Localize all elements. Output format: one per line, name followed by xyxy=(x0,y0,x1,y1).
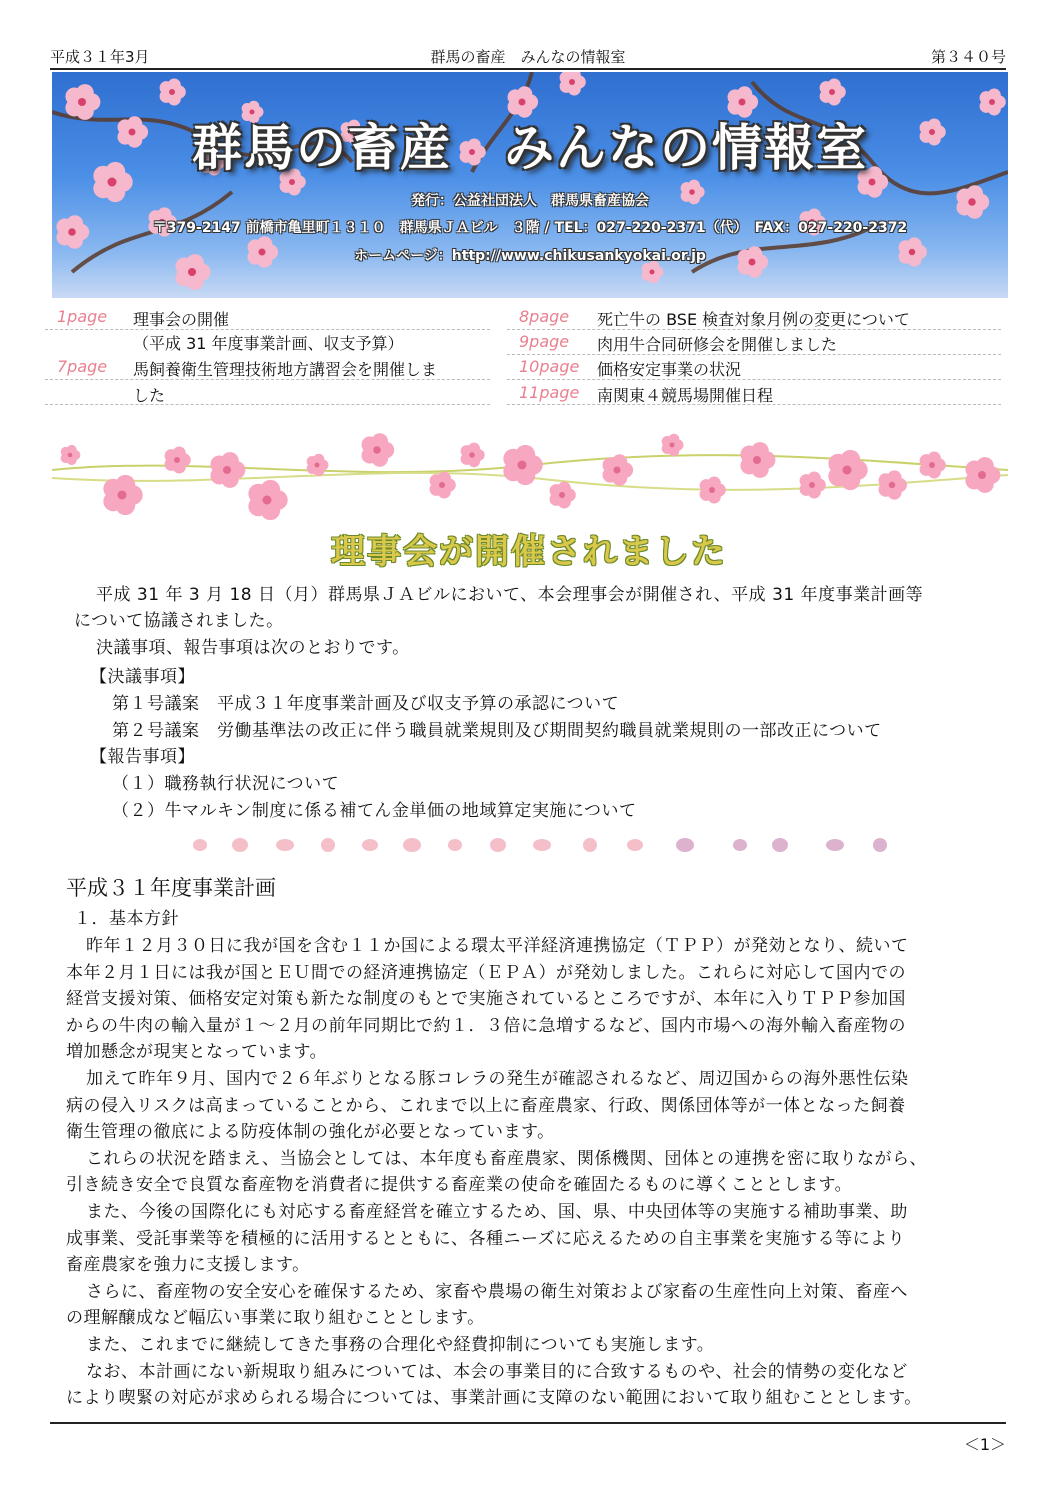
table-of-contents xyxy=(45,303,1005,405)
header-date: 平成３１年3月 xyxy=(50,48,150,66)
article-line: について協議されました。 xyxy=(74,611,284,631)
toc-divider xyxy=(507,329,1001,330)
plan-line: 増加懸念が現実となっています。 xyxy=(66,1042,328,1063)
footer-divider xyxy=(50,1422,1006,1424)
toc-title-7a: 馬飼養衛生管理技術地方講習会を開催しま xyxy=(133,360,438,379)
toc-page-11: 11page xyxy=(519,383,580,402)
sakura-garland-decoration xyxy=(52,430,1008,530)
toc-title-7b: した xyxy=(133,386,166,405)
plan-line: 畜産農家を強力に支援します。 xyxy=(66,1255,310,1276)
address-line: 〒379-2147 前橋市亀里町１３１０ 群馬県ＪＡビル ３階 / TEL：027-220-2371（代） FAX：027-220-2372 xyxy=(152,220,908,236)
toc-title-1a: 理事会の開催 xyxy=(133,310,230,329)
toc-page-8: 8page xyxy=(519,307,570,326)
plan-line: により喫緊の対応が求められる場合については、事業計画に支障のない範囲において取り組むこととします。 xyxy=(66,1388,922,1409)
report-item: （１）職務執行状況について xyxy=(112,774,340,794)
publisher-line: 発行：公益社団法人 群馬県畜産協会 xyxy=(411,193,649,209)
plan-subtitle: １．基本方針 xyxy=(74,909,179,929)
report-heading: 【報告事項】 xyxy=(90,747,195,767)
masthead-title: 群馬の畜産 みんなの情報室 xyxy=(192,118,868,177)
plan-line: 成事業、受託事業等を積極的に活用するとともに、各種ニーズに応えるための自主事業を実施する等により xyxy=(66,1228,906,1249)
header-issue: 第３４０号 xyxy=(930,48,1006,66)
plan-title: 平成３１年度事業計画 xyxy=(66,876,276,900)
plan-line: さらに、畜産物の安全安心を確保するため、家畜や農場の衛生対策および家畜の生産性向上対策、畜産へ xyxy=(86,1281,908,1302)
toc-divider xyxy=(507,404,1001,405)
toc-page-10: 10page xyxy=(519,357,580,376)
plan-line: 病の侵入リスクは高まっていることから、これまで以上に畜産農家、行政、関係団体等が一体となった飼養 xyxy=(66,1095,906,1116)
toc-title-9: 肉用牛合同研修会を開催しました xyxy=(597,335,838,354)
homepage-line: ホームページ：http://www.chikusankyokai.or.jp xyxy=(354,248,706,264)
toc-page-9: 9page xyxy=(519,332,570,351)
masthead-banner xyxy=(52,72,1008,298)
plan-line: の理解醸成など幅広い事業に取り組むこととします。 xyxy=(66,1308,485,1329)
toc-title-11: 南関東４競馬場開催日程 xyxy=(597,386,774,405)
plan-line: 経営支援対策、価格安定対策も新たな制度のもとで実施されているところですが、本年に入りＴＰＰ参加国 xyxy=(66,989,906,1010)
toc-divider xyxy=(45,329,490,330)
toc-title-10: 価格安定事業の状況 xyxy=(597,360,742,379)
toc-divider xyxy=(507,354,1001,355)
page-number: ＜1＞ xyxy=(963,1435,1006,1454)
plan-line: また、これまでに継続してきた事務の合理化や経費抑制についても実施します。 xyxy=(86,1335,715,1355)
resolution-item: 第１号議案 平成３１年度事業計画及び収支予算の承認について xyxy=(112,694,620,714)
page-header xyxy=(50,44,1006,66)
toc-title-8: 死亡牛の BSE 検査対象月例の変更について xyxy=(597,310,910,329)
article-line: 平成 31 年 3 月 18 日（月）群馬県ＪＡビルにおいて、本会理事会が開催され、平成 31 年度事業計画等 xyxy=(96,585,924,605)
toc-divider xyxy=(45,404,490,405)
plan-line: 本年２月１日には我が国とＥＵ間での経済連携協定（ＥＰＡ）が発効しました。これらに対応して国内での xyxy=(66,962,906,983)
plan-line: からの牛肉の輸入量が１～２月の前年同期比で約１．３倍に急増するなど、国内市場への海外輸入畜産物の xyxy=(66,1015,906,1036)
plan-line: 昨年１２月３０日に我が国を含む１１か国による環太平洋経済連携協定（ＴＰＰ）が発効となり、続いて xyxy=(86,936,909,956)
report-item: （２）牛マルキン制度に係る補てん金単価の地域算定実施について xyxy=(112,801,637,821)
toc-divider xyxy=(507,379,1001,380)
resolution-item: 第２号議案 労働基準法の改正に伴う職員就業規則及び期間契約職員就業規則の一部改正について xyxy=(112,721,882,741)
plan-line: また、今後の国際化にも対応する畜産経営を確立するため、国、県、中央団体等の実施する補助事業、助 xyxy=(86,1202,908,1222)
toc-divider xyxy=(45,379,490,380)
header-publication: 群馬の畜産 みんなの情報室 xyxy=(430,48,626,66)
plan-line: 加えて昨年９月、国内で２６年ぶりとなる豚コレラの発生が確認されるなど、周辺国からの海外悪性伝染 xyxy=(86,1069,909,1089)
article-heading: 理事会が開催されました xyxy=(331,532,727,572)
toc-title-1b: （平成 31 年度事業計画、収支予算） xyxy=(133,334,404,353)
plan-line: なお、本計画にない新規取り組みについては、本会の事業目的に合致するものや、社会的情勢の変化など xyxy=(86,1361,908,1382)
article-line: 決議事項、報告事項は次のとおりです。 xyxy=(96,638,410,658)
header-divider xyxy=(50,68,1006,70)
toc-page-1: 1page xyxy=(57,307,108,326)
plan-line: 衛生管理の徹底による防疫体制の強化が必要となっています。 xyxy=(66,1122,555,1143)
resolution-heading: 【決議事項】 xyxy=(90,667,195,687)
petal-dots-divider xyxy=(180,832,900,858)
plan-line: これらの状況を踏まえ、当協会としては、本年度も畜産農家、関係機関、団体との連携を密に取りながら、 xyxy=(86,1148,928,1169)
toc-page-7: 7page xyxy=(57,357,108,376)
plan-line: 引き続き安全で良質な畜産物を消費者に提供する畜産業の使命を確固たるものに導くこととします。 xyxy=(66,1175,853,1196)
